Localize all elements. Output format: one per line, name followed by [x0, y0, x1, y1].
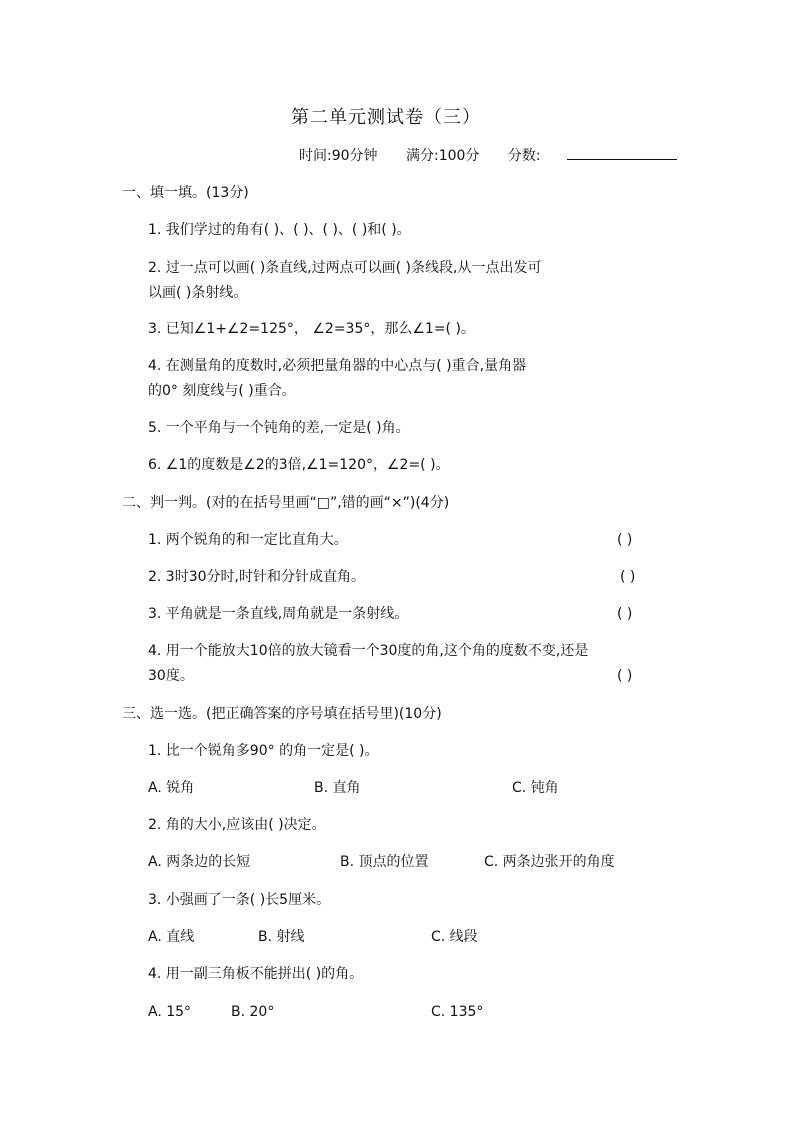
s3-q4-option-b[interactable]: B. 20° [231, 1004, 275, 1020]
s1-q2-line1: 2. 过一点可以画( )条直线,过两点可以画( )条线段,从一点出发可 [148, 260, 542, 276]
s3-q4-option-c[interactable]: C. 135° [431, 1004, 484, 1020]
s3-q1-option-a[interactable]: A. 锐角 [148, 780, 195, 796]
section-2-heading: 二、判一判。(对的在括号里画“□”,错的画“×”)(4分) [122, 495, 450, 511]
s3-q4: 4. 用一副三角板不能拼出( )的角。 [148, 966, 364, 982]
score-blank[interactable] [567, 158, 677, 160]
s3-q3-option-b[interactable]: B. 射线 [258, 929, 305, 945]
s2-q2-answer-paren[interactable]: ( ) [620, 569, 636, 585]
s3-q3-option-a[interactable]: A. 直线 [148, 929, 195, 945]
s2-q4-line1: 4. 用一个能放大10倍的放大镜看一个30度的角,这个角的度数不变,还是 [148, 643, 589, 659]
s2-q3: 3. 平角就是一条直线,周角就是一条射线。 [148, 606, 409, 622]
s3-q3-option-c[interactable]: C. 线段 [431, 929, 478, 945]
section-1-heading: 一、填一填。(13分) [122, 185, 249, 201]
exam-meta [299, 147, 701, 165]
score-label: 分数: [508, 148, 701, 164]
s3-q2: 2. 角的大小,应该由( )决定。 [148, 817, 326, 833]
s3-q2-option-a[interactable]: A. 两条边的长短 [148, 854, 251, 870]
s2-q1-answer-paren[interactable]: ( ) [617, 532, 633, 548]
s1-q4-line1: 4. 在测量角的度数时,必须把量角器的中心点与( )重合,量角器 [148, 358, 527, 374]
s2-q2: 2. 3时30分时,时针和分针成直角。 [148, 569, 365, 585]
s1-q5: 5. 一个平角与一个钝角的差,一定是( )角。 [148, 420, 410, 436]
s1-q4-line2: 的0° 刻度线与( )重合。 [148, 383, 296, 399]
s3-q1: 1. 比一个锐角多90° 的角一定是( )。 [148, 743, 379, 759]
s3-q1-option-c[interactable]: C. 钝角 [512, 780, 559, 796]
s2-q3-answer-paren[interactable]: ( ) [617, 606, 633, 622]
full-score-label: 满分:100分 [405, 148, 480, 164]
s1-q2-line2: 以画( )条射线。 [148, 285, 248, 301]
s2-q4-answer-paren[interactable]: ( ) [617, 668, 633, 684]
s1-q3: 3. 已知∠1+∠2=125°， ∠2=35°，那么∠1=( )。 [148, 321, 475, 337]
s1-q1: 1. 我们学过的角有( )、( )、( )、( )和( )。 [148, 222, 411, 238]
s3-q1-option-b[interactable]: B. 直角 [314, 780, 361, 796]
page-title: 第二单元测试卷（三） [291, 107, 481, 128]
time-label: 时间:90分钟 [299, 148, 378, 164]
section-3-heading: 三、选一选。(把正确答案的序号填在括号里)(10分) [122, 706, 442, 722]
s1-q6: 6. ∠1的度数是∠2的3倍,∠1=120°，∠2=( )。 [148, 457, 450, 473]
s3-q3: 3. 小强画了一条( )长5厘米。 [148, 892, 331, 908]
s3-q4-option-a[interactable]: A. 15° [148, 1004, 192, 1020]
s3-q2-option-c[interactable]: C. 两条边张开的角度 [484, 854, 615, 870]
s2-q4-line2: 30度。 [148, 668, 194, 684]
s2-q1: 1. 两个锐角的和一定比直角大。 [148, 532, 348, 548]
s3-q2-option-b[interactable]: B. 顶点的位置 [340, 854, 429, 870]
